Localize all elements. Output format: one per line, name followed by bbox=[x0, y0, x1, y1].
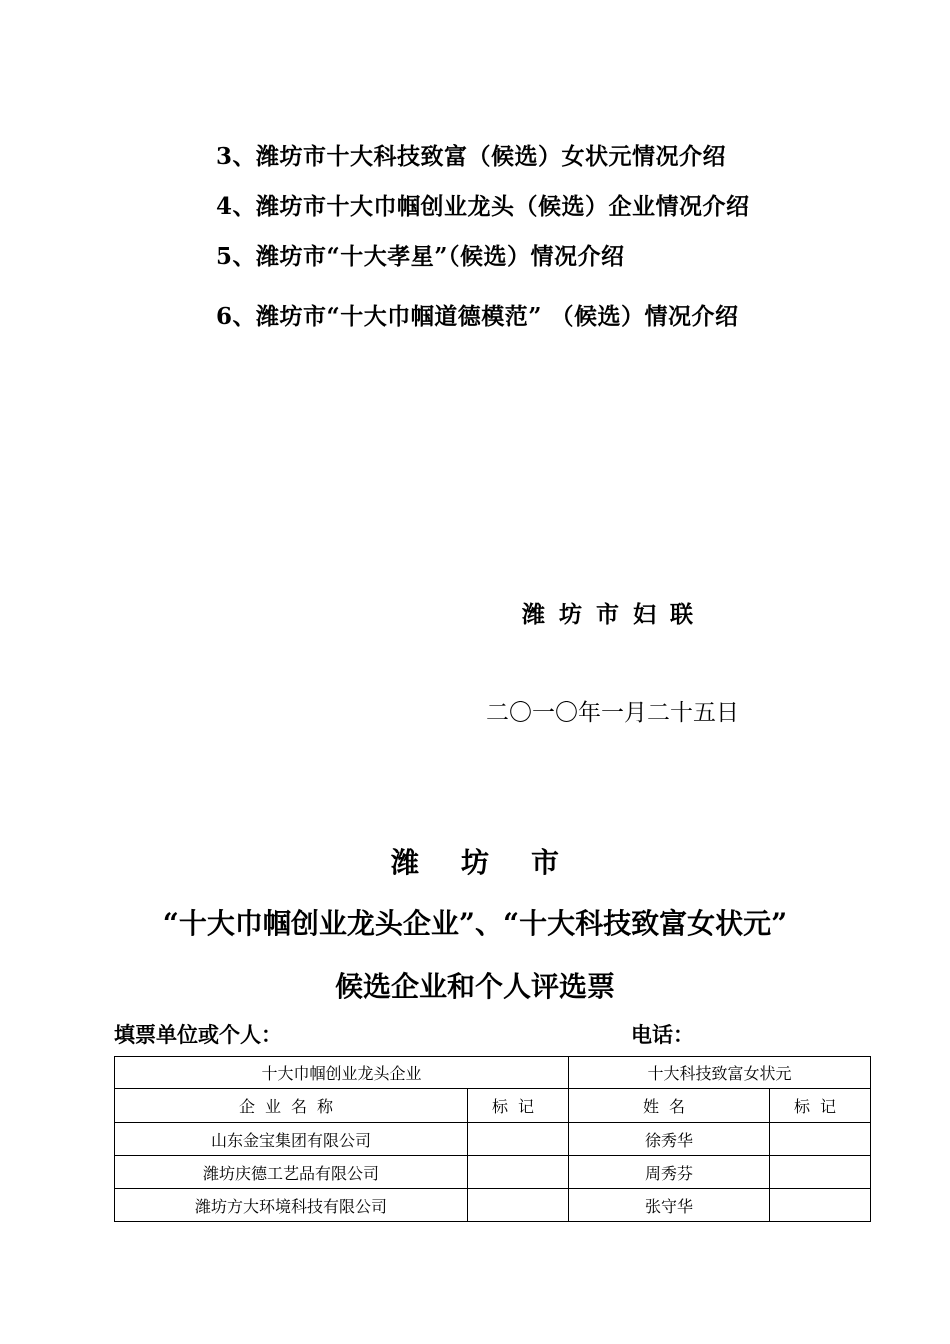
col-header-name: 姓名 bbox=[569, 1089, 770, 1123]
table-group-header-row bbox=[115, 1057, 871, 1089]
col-header-company: 企业名称 bbox=[115, 1089, 468, 1123]
company-cell: 潍坊庆德工艺品有限公司 bbox=[115, 1156, 468, 1189]
company-cell: 山东金宝集团有限公司 bbox=[115, 1123, 468, 1156]
table-row bbox=[115, 1189, 871, 1222]
attachment-item-4: 4、潍坊市十大巾帼创业龙头（候选）企业情况介绍 bbox=[216, 193, 750, 220]
mark-cell-right[interactable] bbox=[770, 1123, 871, 1156]
table-column-header-row bbox=[115, 1089, 871, 1123]
mark-cell-left[interactable] bbox=[468, 1189, 569, 1222]
attachment-item-6: 6、潍坊市“十大巾帼道德模范” （候选）情况介绍 bbox=[216, 303, 739, 330]
ballot-title-city: 潍坊市 bbox=[390, 846, 601, 879]
mark-cell-right[interactable] bbox=[770, 1189, 871, 1222]
group-header-enterprises: 十大巾帼创业龙头企业 bbox=[115, 1057, 569, 1089]
col-header-mark-left: 标记 bbox=[468, 1089, 569, 1123]
filler-label: 填票单位或个人： bbox=[114, 1023, 282, 1047]
table-row bbox=[115, 1123, 871, 1156]
company-cell: 潍坊方大环境科技有限公司 bbox=[115, 1189, 468, 1222]
attachment-item-5: 5、潍坊市“十大孝星”（候选）情况介绍 bbox=[216, 243, 625, 270]
mark-cell-left[interactable] bbox=[468, 1156, 569, 1189]
group-header-women: 十大科技致富女状元 bbox=[569, 1057, 871, 1089]
mark-cell-right[interactable] bbox=[770, 1156, 871, 1189]
ballot-title-main: “十大巾帼创业龙头企业”、“十大科技致富女状元” bbox=[162, 907, 788, 940]
name-cell: 周秀芬 bbox=[569, 1156, 770, 1189]
ballot-table bbox=[114, 1056, 871, 1222]
table-row bbox=[115, 1156, 871, 1189]
name-cell: 张守华 bbox=[569, 1189, 770, 1222]
issuing-organization: 潍坊市妇联 bbox=[522, 601, 707, 628]
issue-date: 二〇一〇年一月二十五日 bbox=[486, 700, 739, 726]
attachment-item-3: 3、潍坊市十大科技致富（候选）女状元情况介绍 bbox=[216, 143, 727, 170]
phone-label: 电话： bbox=[631, 1023, 694, 1047]
col-header-mark-right: 标记 bbox=[770, 1089, 871, 1123]
mark-cell-left[interactable] bbox=[468, 1123, 569, 1156]
name-cell: 徐秀华 bbox=[569, 1123, 770, 1156]
ballot-title-sub: 候选企业和个人评选票 bbox=[334, 970, 615, 1003]
